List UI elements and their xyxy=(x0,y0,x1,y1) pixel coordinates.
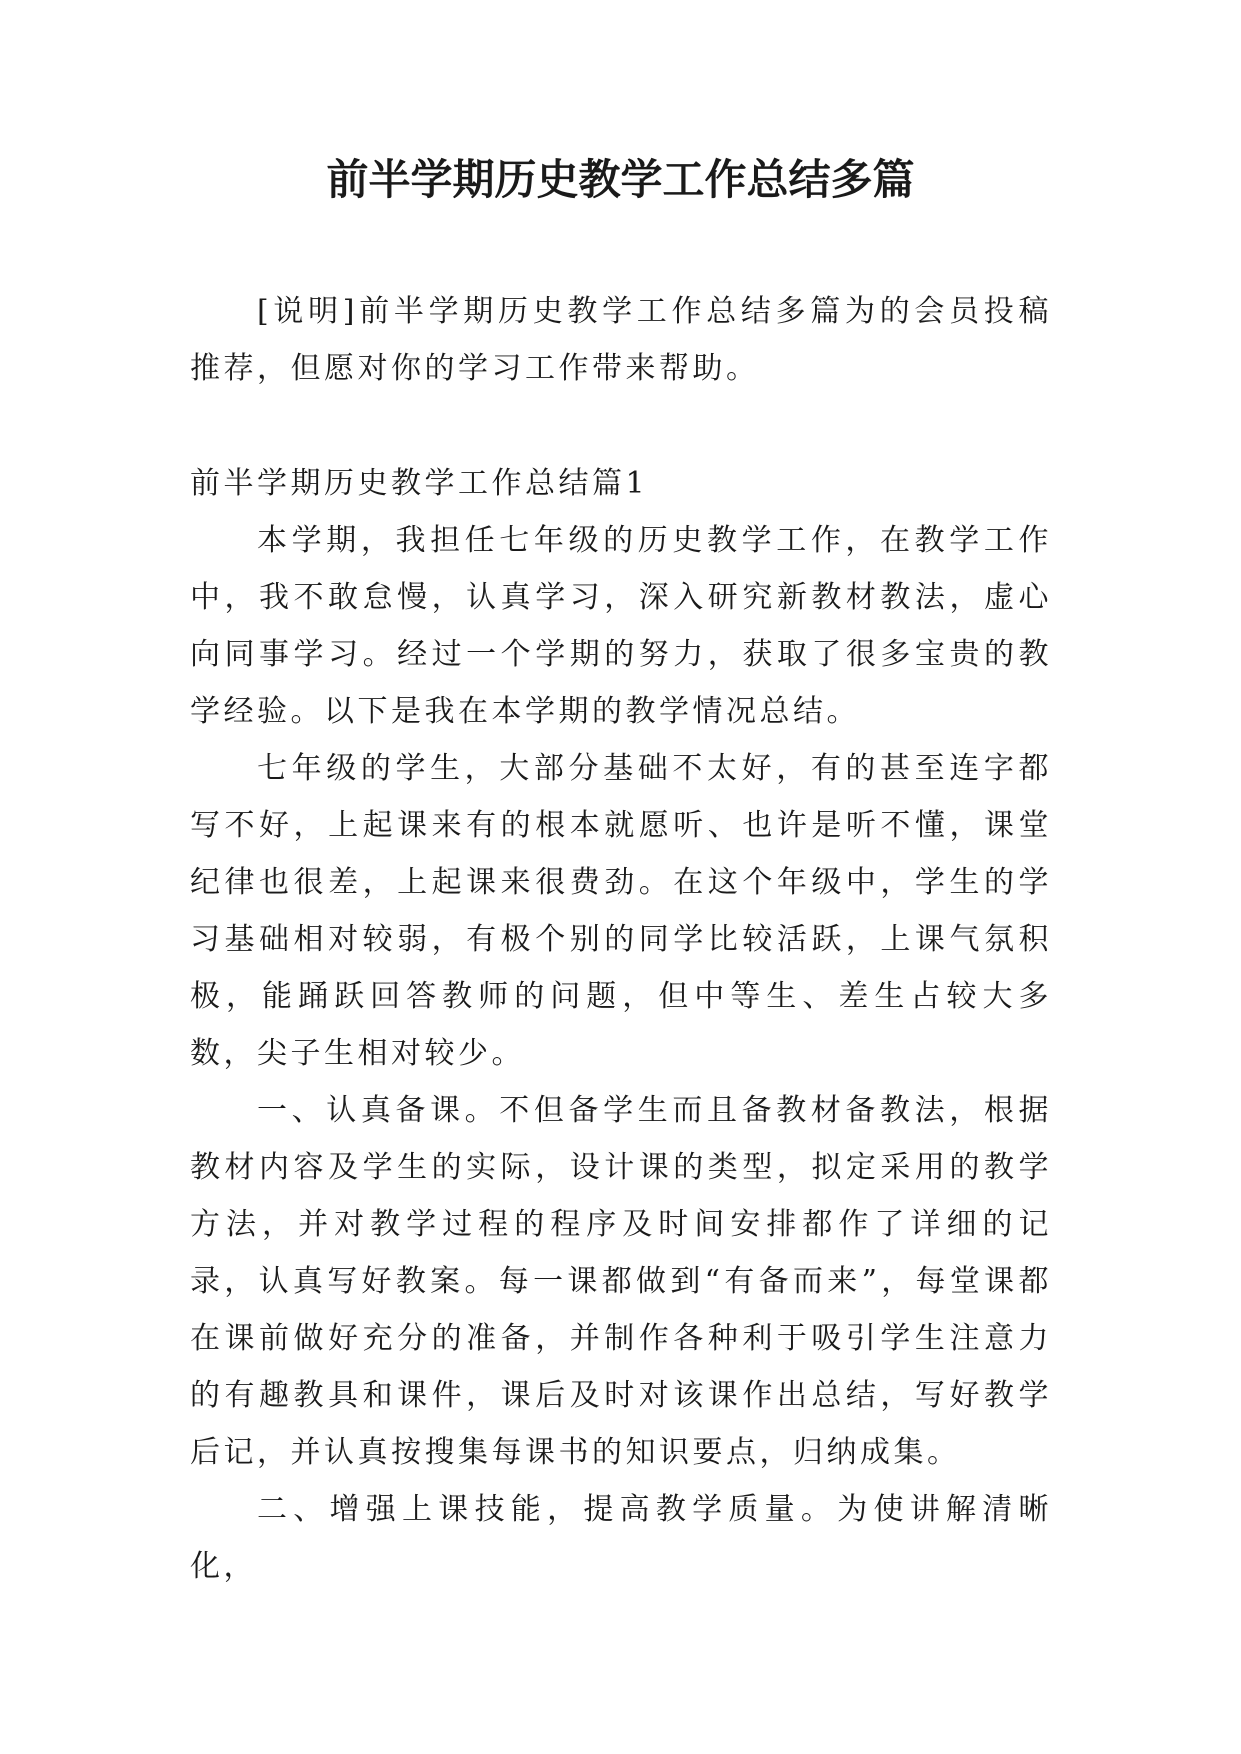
document-body xyxy=(190,283,1052,1595)
section-heading: 前半学期历史教学工作总结篇1 xyxy=(190,466,649,501)
body-paragraph: 二、增强上课技能，提高教学质量。为使讲解清晰化， xyxy=(190,1492,1052,1584)
description-paragraph: [说明]前半学期历史教学工作总结多篇为的会员投稿推荐，但愿对你的学习工作带来帮助。 xyxy=(190,294,1052,386)
body-paragraph: 一、认真备课。不但备学生而且备教材备教法，根据教材内容及学生的实际，设计课的类型，拟定采用的教学方法，并对教学过程的程序及时间安排都作了详细的记录，认真写好教案。每一课都做到“有备而来”，每堂课都在课前做好充分的准备，并制作各种利于吸引学生注意力的有趣教具和课件，课后及时对该课作出总结，写好教学后记，并认真按搜集每课书的知识要点，归纳成集。 xyxy=(190,1093,1052,1470)
body-paragraph: 本学期，我担任七年级的历史教学工作，在教学工作中，我不敢怠慢，认真学习，深入研究新教材教法，虚心向同事学习。经过一个学期的努力，获取了很多宝贵的教学经验。以下是我在本学期的教学情况总结。 xyxy=(190,523,1052,729)
document-title: 前半学期历史教学工作总结多篇 xyxy=(326,155,915,204)
body-paragraph: 七年级的学生，大部分基础不太好，有的甚至连字都写不好，上起课来有的根本就愿听、也许是听不懂，课堂纪律也很差，上起课来很费劲。在这个年级中，学生的学习基础相对较弱，有极个别的同学比较活跃，上课气氛积极，能踊跃回答教师的问题，但中等生、差生占较大多数，尖子生相对较少。 xyxy=(190,751,1052,1071)
spacer xyxy=(190,397,1052,455)
